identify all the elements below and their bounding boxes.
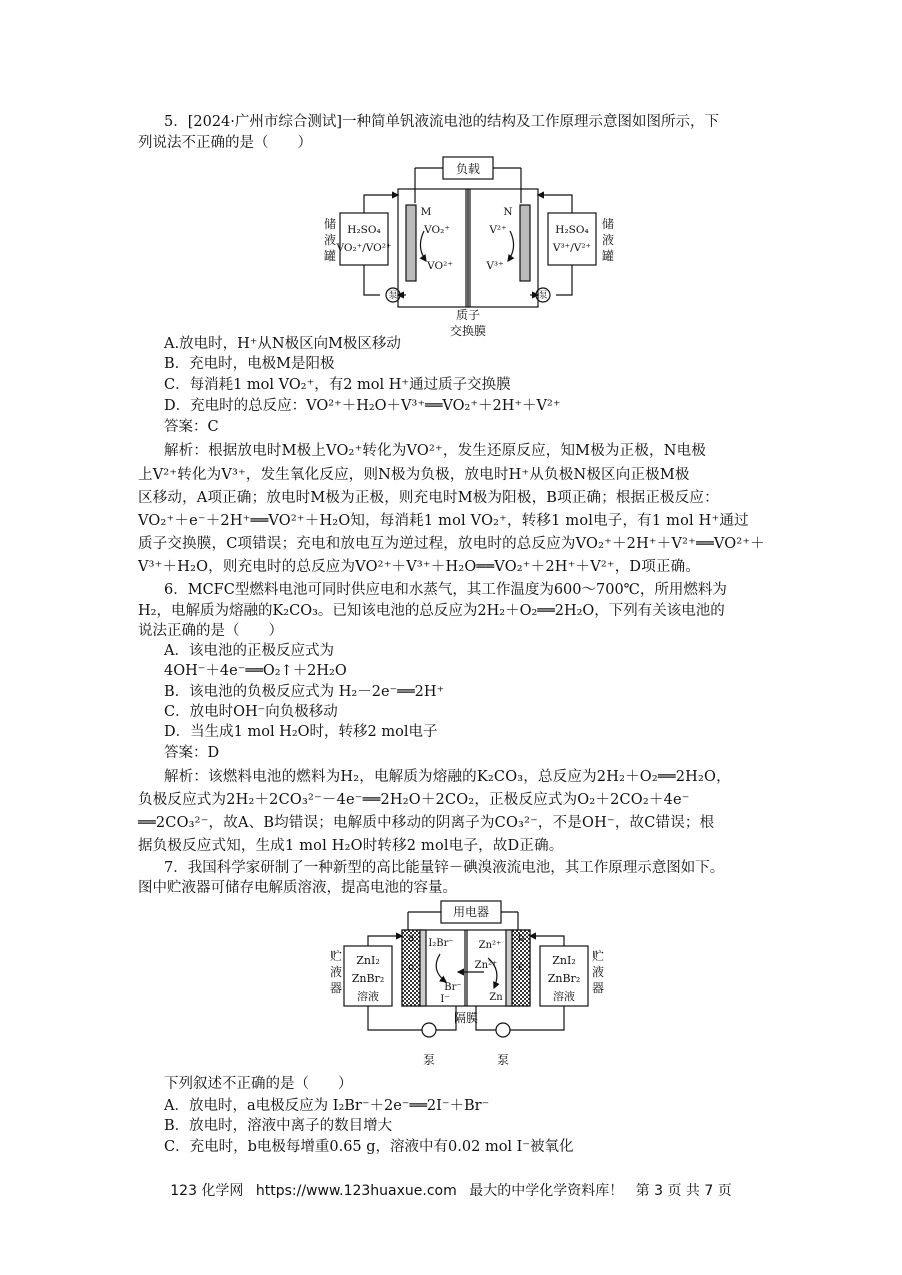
svg-text:液: 液	[602, 233, 615, 247]
q7-option-a: A．放电时，a电极反应为 I₂Br⁻＋2e⁻══2I⁻＋Br⁻	[164, 1098, 490, 1114]
page-footer	[0, 1180, 902, 1200]
q6-analysis-4: 据负极反应式知，生成1 mol H₂O时转移2 mol电子，故D正确。	[138, 838, 564, 854]
svg-text:泵: 泵	[388, 291, 398, 301]
appliance-label: 用电器	[452, 905, 490, 919]
q6-stem-line-2: H₂，电解质为熔融的K₂CO₃。已知该电池的总反应为2H₂＋O₂══2H₂O，下列有关该电池的	[138, 603, 725, 619]
svg-text:c: c	[518, 962, 524, 973]
svg-text:溶液: 溶液	[357, 990, 379, 1003]
q5-stem-line-1: 5．[2024·广州市综合测试]一种简单钒液流电池的结构及工作原理示意图如图所示，下	[164, 114, 720, 130]
left-tank-acid: H₂SO₄	[347, 224, 381, 236]
svg-text:泵: 泵	[538, 291, 548, 301]
svg-text:VO₂⁺: VO₂⁺	[424, 224, 450, 236]
svg-text:ZnI₂: ZnI₂	[552, 954, 576, 967]
svg-text:V²⁺: V²⁺	[489, 224, 507, 236]
svg-text:Zn²⁺: Zn²⁺	[474, 960, 498, 971]
svg-text:Zn: Zn	[489, 992, 503, 1003]
q5-analysis-3: 区移动，A项正确；放电时M极为正极，则充电时M极为阳极，B项正确；根据正极反应：	[138, 490, 719, 506]
footer-slogan: 最大的中学化学资料库！	[469, 1183, 624, 1199]
svg-text:ZnI₂: ZnI₂	[356, 954, 380, 967]
svg-text:a: a	[408, 933, 414, 944]
q6-answer: 答案：D	[164, 745, 220, 761]
q6-stem-line-3: 说法正确的是（ ）	[138, 623, 283, 639]
q5-answer: 答案：C	[164, 419, 219, 435]
svg-text:溶液: 溶液	[553, 990, 575, 1003]
right-tank-ions: V³⁺/V²⁺	[552, 242, 592, 254]
q5-option-c: C．每消耗1 mol VO₂⁺，有2 mol H⁺通过质子交换膜	[164, 377, 511, 393]
footer-url[interactable]: https://www.123huaxue.com	[255, 1183, 457, 1199]
svg-text:储: 储	[602, 217, 615, 231]
q5-option-a: A.放电时，H⁺从N极区向M极区移动	[164, 336, 401, 352]
q7-option-c: C．充电时，b电极每增重0.65 g，溶液中有0.02 mol I⁻被氧化	[164, 1139, 574, 1155]
svg-text:器: 器	[330, 981, 343, 995]
svg-text:液: 液	[330, 965, 343, 979]
footer-page-number: 第 3 页 共 7 页	[635, 1183, 732, 1199]
load-label: 负载	[455, 162, 481, 176]
svg-text:泵: 泵	[496, 1053, 510, 1067]
left-tank-ions: VO₂⁺/VO²⁺	[336, 242, 392, 254]
svg-text:I⁻: I⁻	[440, 994, 450, 1005]
svg-text:液: 液	[324, 233, 337, 247]
q7-question: 下列叙述不正确的是（ ）	[164, 1076, 353, 1092]
q5-analysis-2: 上V²⁺转化为V³⁺，发生氧化反应，则N极为负极，放电时H⁺从负极N极区向正极M极	[138, 467, 690, 483]
svg-text:V³⁺: V³⁺	[486, 260, 504, 272]
zinc-flow-battery-figure	[330, 898, 606, 1074]
svg-text:VO²⁺: VO²⁺	[427, 260, 453, 272]
pump-icon	[496, 1023, 510, 1037]
q6-option-a: A．该电池的正极反应式为	[164, 643, 334, 659]
svg-text:贮: 贮	[330, 949, 343, 963]
q6-option-d: D．当生成1 mol H₂O时，转移2 mol电子	[164, 724, 438, 740]
q5-option-d: D．充电时的总反应：VO²⁺＋H₂O＋V³⁺══VO₂⁺＋2H⁺＋V²⁺	[164, 398, 561, 414]
electrode-m-label: M	[420, 206, 432, 218]
q7-stem-line-2: 图中贮液器可储存电解质溶液，提高电池的容量。	[138, 880, 457, 896]
svg-text:器: 器	[592, 981, 605, 995]
q5-analysis-4: VO₂⁺＋e⁻＋2H⁺══VO²⁺＋H₂O知，每消耗1 mol VO₂⁺，转移1 mol电子，有1 mol H⁺通过	[138, 513, 749, 529]
q6-analysis-1: 解析：该燃料电池的燃料为H₂，电解质为熔融的K₂CO₃，总反应为2H₂＋O₂══2H₂O，	[164, 769, 731, 785]
q6-option-a-equation: 4OH⁻＋4e⁻══O₂↑＋2H₂O	[164, 663, 347, 679]
svg-text:c: c	[408, 962, 414, 973]
separator-label: 隔膜	[453, 1011, 479, 1025]
q6-option-b: B．该电池的负极反应式为 H₂－2e⁻══2H⁺	[164, 684, 445, 700]
svg-text:罐: 罐	[324, 249, 337, 263]
pump-icon	[422, 1023, 436, 1037]
svg-text:交换膜: 交换膜	[449, 324, 487, 338]
q5-analysis-1: 解析：根据放电时M极上VO₂⁺转化为VO²⁺，发生还原反应，知M极为正极，N电极	[164, 443, 707, 459]
q5-analysis-6: V³⁺＋H₂O，则充电时的总反应为VO²⁺＋V³⁺＋H₂O══VO₂⁺＋2H⁺＋V²⁺，D项正确。	[138, 559, 701, 575]
svg-text:I₂Br⁻: I₂Br⁻	[428, 938, 454, 949]
q5-stem-line-2: 列说法不正确的是（ ）	[138, 135, 312, 151]
q7-option-b: B．放电时，溶液中离子的数目增大	[164, 1118, 393, 1134]
svg-text:泵: 泵	[422, 1053, 436, 1067]
footer-site: 123 化学网	[170, 1183, 244, 1199]
svg-text:贮: 贮	[592, 949, 605, 963]
q5-analysis-5: 质子交换膜，C项错误；充电和放电互为逆过程，放电时的总反应为VO₂⁺＋2H⁺＋V²⁺══VO²⁺＋	[138, 536, 765, 552]
svg-text:ZnBr₂: ZnBr₂	[351, 972, 385, 985]
svg-text:Br⁻: Br⁻	[444, 982, 462, 993]
svg-text:液: 液	[592, 965, 605, 979]
electrode-n-label: N	[503, 206, 513, 218]
q6-option-c: C．放电时OH⁻向负极移动	[164, 704, 338, 720]
membrane-label: 质子	[455, 308, 481, 322]
q6-stem-line-1: 6．MCFC型燃料电池可同时供应电和水蒸气，其工作温度为600～700℃，所用燃料为	[164, 582, 727, 598]
q6-analysis-3: ══2CO₃²⁻，故A、B均错误；电解质中移动的阴离子为CO₃²⁻，不是OH⁻，故C错误；根	[138, 815, 715, 831]
svg-text:Zn²⁺: Zn²⁺	[478, 940, 502, 951]
q7-stem-line-1: 7．我国科学家研制了一种新型的高比能量锌－碘溴液流电池，其工作原理示意图如下。	[164, 860, 725, 876]
right-tank-acid: H₂SO₄	[555, 224, 589, 236]
vanadium-battery-figure	[320, 155, 620, 340]
svg-text:罐: 罐	[602, 249, 615, 263]
q6-analysis-2: 负极反应式为2H₂＋2CO₃²⁻－4e⁻══2H₂O＋2CO₂，正极反应式为O₂＋2CO₂＋4e⁻	[138, 792, 690, 808]
svg-text:ZnBr₂: ZnBr₂	[547, 972, 581, 985]
q5-option-b: B．充电时，电极M是阳极	[164, 356, 335, 372]
svg-text:储: 储	[324, 217, 337, 231]
svg-text:b: b	[517, 933, 525, 944]
